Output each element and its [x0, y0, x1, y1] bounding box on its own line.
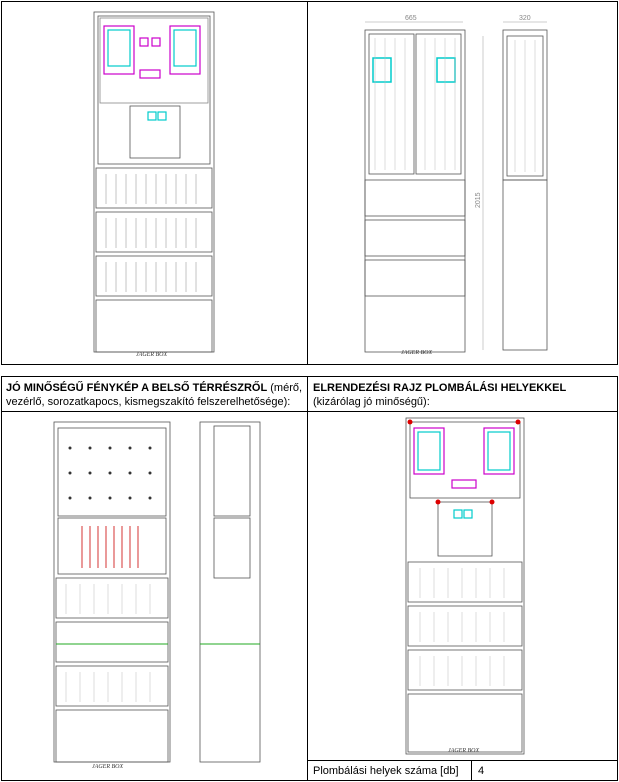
side-views-drawing	[355, 8, 565, 360]
dim-height: 2015	[475, 192, 482, 208]
photo-brand-label: JAGER BOX	[92, 764, 124, 770]
seal-count-label: Plombálási helyek száma [db]	[313, 765, 459, 777]
seal-title-bold: ELRENDEZÉSI RAJZ PLOMBÁLÁSI HELYEKKEL	[313, 382, 567, 394]
inner-view-drawing	[50, 418, 280, 778]
side-brand-label: JAGER BOX	[401, 350, 433, 356]
front-brand-label: JAGER BOX	[136, 352, 168, 358]
seal-section-title	[313, 381, 613, 409]
photo-section-title	[6, 381, 304, 409]
cell-seal-count-value	[471, 760, 618, 781]
photo-title-rest: (mérő, vezérlő, sorozatkapocs, kismegszakító felszerelhetősége):	[6, 382, 303, 408]
seal-layout-drawing	[404, 416, 526, 758]
dim-depth: 320	[519, 15, 531, 22]
seal-brand-label: JAGER BOX	[448, 748, 480, 754]
front-view-drawing	[90, 8, 220, 360]
seal-count-value: 4	[478, 765, 485, 777]
seal-title-rest: (kizárólag jó minőségű):	[313, 396, 430, 408]
dim-width: 665	[405, 15, 417, 22]
photo-title-bold: JÓ MINŐSÉGŰ FÉNYKÉP A BELSŐ TÉRRÉSZRŐL	[6, 382, 268, 394]
